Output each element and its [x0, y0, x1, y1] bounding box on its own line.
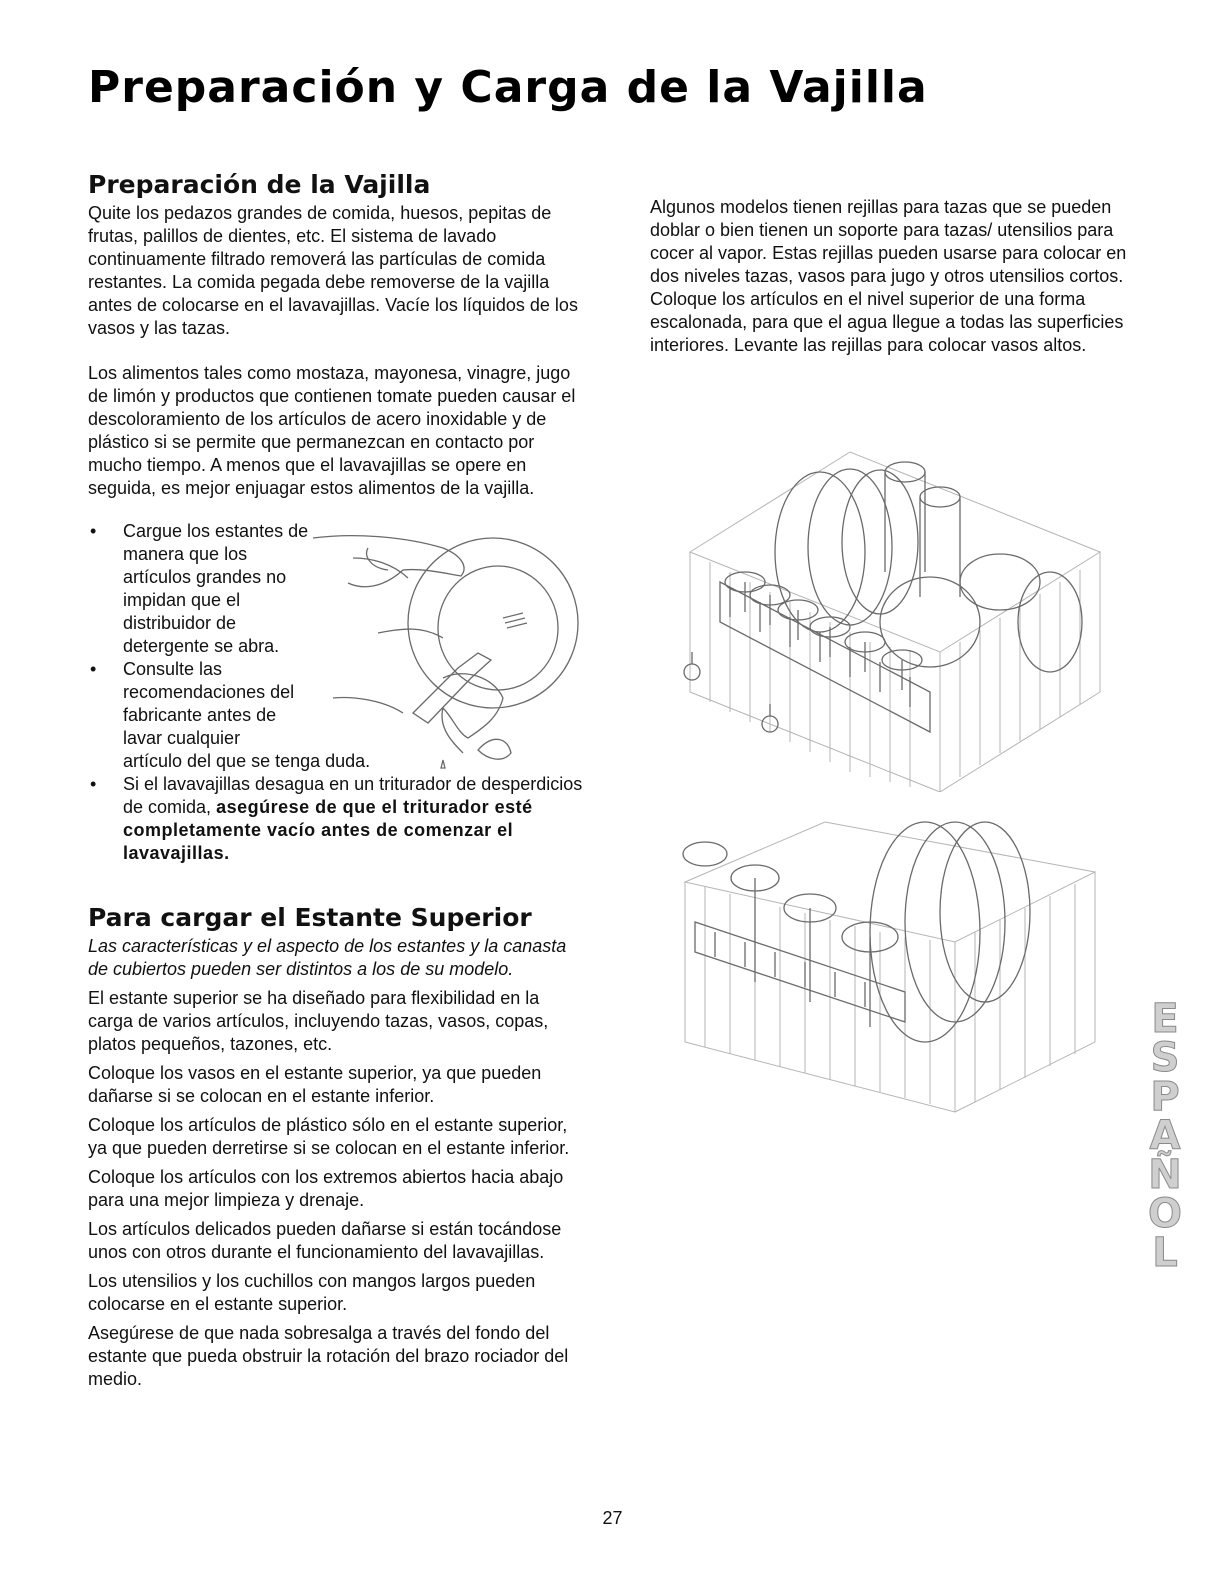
bullet-warning-text: asegúrese de que el triturador esté completamente vacío antes de comenzar el lavavajillas.: [123, 797, 533, 863]
page-number: 27: [602, 1508, 623, 1528]
side-tab-letter: A: [1149, 1113, 1181, 1159]
right-column: [650, 196, 1150, 357]
paragraph: Coloque los vasos en el estante superior, ya que pueden dañarse si se colocan en el estante inferior.: [88, 1063, 542, 1106]
paragraph: Algunos modelos tienen rejillas para tazas que se pueden doblar o bien tienen un soporte para tazas/ utensilios para cocer al vapor. Estas rejillas pueden usarse para colocar en dos niveles tazas, vasos para jugo y otros utensilios cortos. Coloque los artículos en el nivel superior de una forma escalonada, para que el agua llegue a todas las superficies interiores. Levante las rejillas para colocar vasos altos.: [650, 197, 1127, 355]
paragraph: El estante superior se ha diseñado para flexibilidad en la carga de varios artículos, incluyendo tazas, vasos, copas, platos pequeños, tazones, etc.: [88, 988, 549, 1054]
paragraph: Coloque los artículos de plástico sólo en el estante superior, ya que pueden derretirse si se colocan en el estante inferior.: [88, 1115, 570, 1158]
bullet-item: • Cargue los estantes de manera que los artículos grandes no impidan que el distribuidor de detergente se abra.: [88, 520, 313, 658]
bullet-text: artículo del que se tenga duda.: [123, 751, 371, 771]
left-column: [88, 168, 588, 1391]
scraping-plate-illustration: [293, 528, 583, 778]
paragraph: Los alimentos tales como mostaza, mayonesa, vinagre, jugo de limón y productos que contienen tomate pueden causar el descoloramiento de los artículos de acero inoxidable y de plástico si se permite que permanezcan en contacto por mucho tiempo. A menos que el lavavajillas se opere en seguida, es mejor enjuagar estos alimentos de la vajilla.: [88, 363, 576, 498]
paragraph: Asegúrese de que nada sobresalga a través del fondo del estante que pueda obstruir la rotación del brazo rociador del medio.: [88, 1323, 569, 1389]
section-heading-upper-rack: Para cargar el Estante Superior: [88, 903, 532, 932]
bullet-text: • Consulte las recomendaciones del fabricante antes de lavar cualquier: [123, 659, 295, 748]
paragraph: Los utensilios y los cuchillos con mangos largos pueden colocarse en el estante superior.: [88, 1271, 536, 1314]
bullet-text: Si el lavavajillas desagua en un triturador de desperdicios de comida,: [123, 774, 583, 817]
page-title: Preparación y Carga de la Vajilla: [88, 62, 928, 113]
upper-rack-cups-illustration: [675, 812, 1105, 1117]
paragraph: Quite los pedazos grandes de comida, huesos, pepitas de frutas, palillos de dientes, etc. El sistema de lavado continuamente filtrado removerá las partículas de comida restantes. La comida pegada debe removerse de la vajilla antes de colocarse en el lavavajillas. Vacíe los líquidos de los vasos y las tazas.: [88, 203, 578, 338]
side-tab-letter: L: [1152, 1230, 1178, 1276]
side-tab-letter: E: [1151, 996, 1179, 1042]
paragraph: Coloque los artículos con los extremos abiertos hacia abajo para una mejor limpieza y drenaje.: [88, 1167, 564, 1210]
side-tab-letter: O: [1147, 1191, 1182, 1237]
language-side-tab: [1140, 996, 1190, 1276]
side-tab-letter: S: [1150, 1035, 1180, 1081]
side-tab-letter: P: [1150, 1074, 1180, 1120]
section-heading-preparation: Preparación de la Vajilla: [88, 170, 431, 199]
bullet-item: [88, 773, 588, 865]
bullet-list: [88, 520, 588, 865]
paragraph: Los artículos delicados pueden dañarse si están tocándose unos con otros durante el funcionamiento del lavavajillas.: [88, 1219, 562, 1262]
model-note: Las características y el aspecto de los estantes y la canasta de cubiertos pueden ser distintos a los de su modelo.: [88, 936, 567, 979]
upper-rack-loaded-illustration: [670, 432, 1110, 792]
side-tab-letter: Ñ: [1148, 1152, 1182, 1198]
